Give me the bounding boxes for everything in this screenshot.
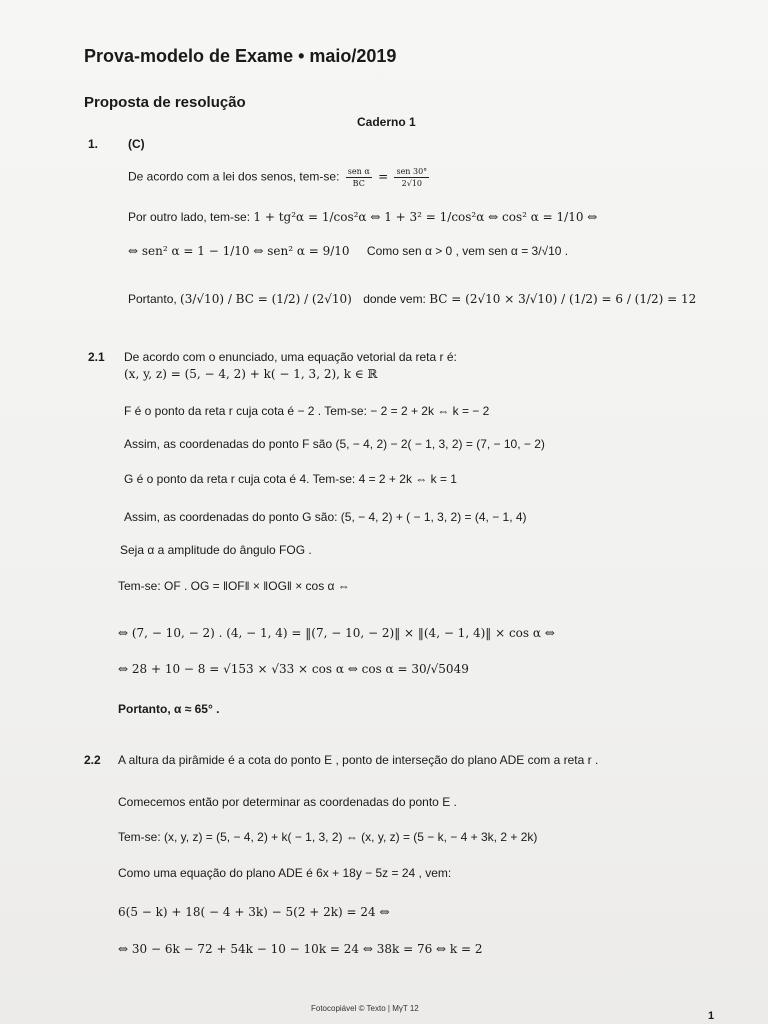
q21-line-8: Tem-se: OF . OG = ‖OF‖ × ‖OG‖ × cos α ⇔ [118,579,350,593]
q21-line-3: F é o ponto da reta r cuja cota é − 2 . Tem-se: − 2 = 2 + 2k ⇔ k = − 2 [124,404,490,418]
q21-line-2: (x, y, z) = (5, − 4, 2) + k( − 1, 3, 2), k ∈ ℝ [124,367,378,381]
q1-line-3: ⇔ sen² α = 1 − 1/10 ⇔ sen² α = 9/10 Como sen α > 0 , vem sen α = 3/√10 . [128,244,569,258]
q22-line-1: A altura da pirâmide é a cota do ponto E , ponto de interseção do plano ADE com a reta r . [118,753,599,767]
q22-line-3: Tem-se: (x, y, z) = (5, − 4, 2) + k( − 1, 3, 2) ⇔ (x, y, z) = (5 − k, − 4 + 3k, 2 + 2k) [118,830,538,844]
q21-conclusion: Portanto, α ≈ 65° . [118,702,220,716]
page-subtitle: Proposta de resolução [84,94,246,111]
q21-line-4: Assim, as coordenadas do ponto F são (5, − 4, 2) − 2( − 1, 3, 2) = (7, − 10, − 2) [124,437,545,451]
q21-line-5: G é o ponto da reta r cuja cota é 4. Tem-se: 4 = 2 + 2k ⇔ k = 1 [124,472,457,486]
q22-line-6: ⇔ 30 − 6k − 72 + 54k − 10 − 10k = 24 ⇔ 38k = 76 ⇔ k = 2 [118,942,483,956]
q1-line-4: Portanto, (3/√10) / BC = (1/2) / (2√10) donde vem: BC = (2√10 × 3/√10) / (1/2) = 6 / (1/2) = 12 [128,292,697,306]
q22-line-4: Como uma equação do plano ADE é 6x + 18y − 5z = 24 , vem: [118,866,452,880]
section-heading: Caderno 1 [357,115,416,129]
q22-line-2: Comecemos então por determinar as coordenadas do ponto E . [118,795,457,809]
q1-line-1: De acordo com a lei dos senos, tem-se: $\frac{\text{sen α}}{BC}$ = $\frac{\text{sen 30°}}{2√10}$ [128,167,428,188]
q1-line-1-text: De acordo com a lei dos senos, tem-se: [128,169,340,184]
question-2-2-number: 2.2 [84,753,101,767]
question-1-number: 1. [88,137,99,151]
q21-line-9: ⇔ (7, − 10, − 2) . (4, − 1, 4) = ‖(7, − 10, − 2)‖ × ‖(4, − 1, 4)‖ × cos α ⇔ [118,626,555,640]
bleed-through-background [630,55,760,955]
q21-line-1: De acordo com o enunciado, uma equação vetorial da reta r é: [124,350,457,364]
question-1-answer: (C) [128,137,145,151]
q21-line-7: Seja α a amplitude do ângulo FOG . [120,543,312,557]
q1-fraction-1: $\frac{\text{sen α}}{BC}$ [347,167,370,188]
footer-copyright: Fotocopiável © Texto | MγT 12 [311,1004,419,1013]
q1-line-2: Por outro lado, tem-se: 1 + tg²α = 1/cos²α ⇔ 1 + 3² = 1/cos²α ⇔ cos² α = 1/10 ⇔ [128,210,598,224]
question-2-1-number: 2.1 [88,350,105,364]
q1-fraction-2: $\frac{\text{sen 30°}}{2√10}$ [396,167,428,188]
q22-line-5: 6(5 − k) + 18( − 4 + 3k) − 5(2 + 2k) = 24 ⇔ [118,905,390,919]
q21-line-10: ⇔ 28 + 10 − 8 = √153 × √33 × cos α ⇔ cos α = 30/√5049 [118,662,469,676]
page-title: Prova-modelo de Exame • maio/2019 [84,46,397,66]
q21-line-6: Assim, as coordenadas do ponto G são: (5, − 4, 2) + ( − 1, 3, 2) = (4, − 1, 4) [124,510,527,524]
page-number: 1 [708,1010,715,1022]
